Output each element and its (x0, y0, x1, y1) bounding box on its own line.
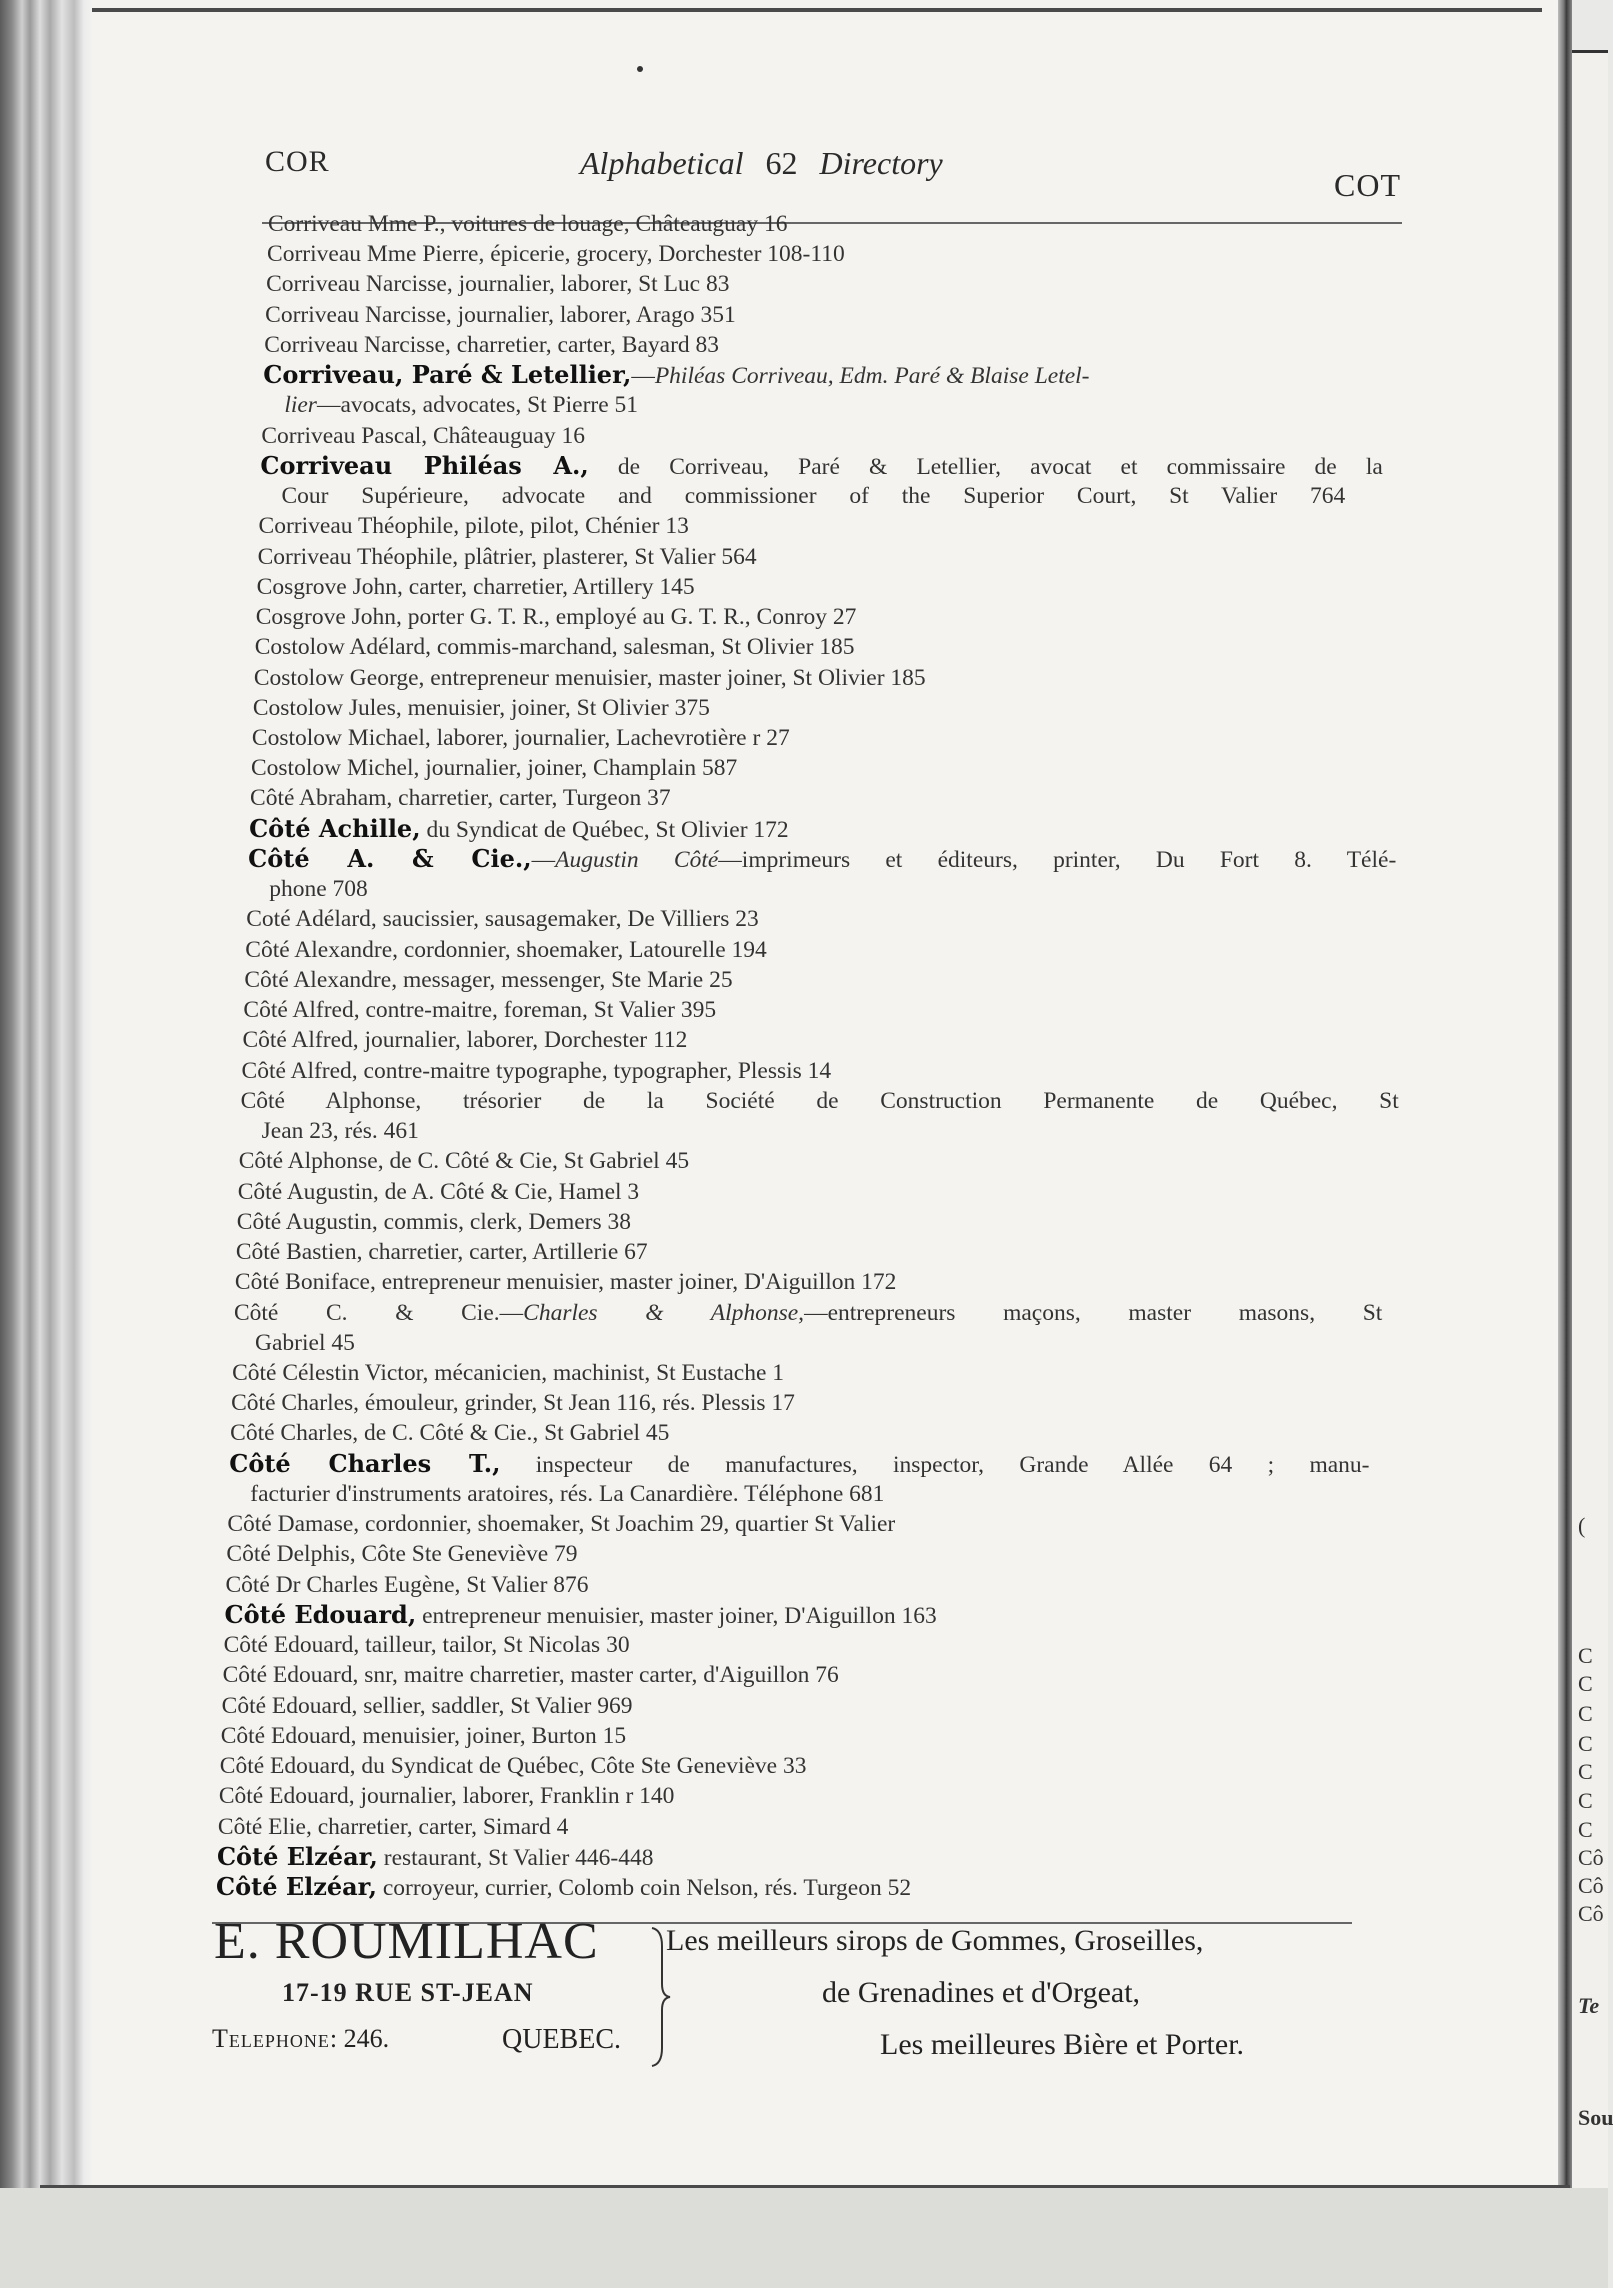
entry-text: —entrepreneurs maçons, master masons, St (804, 1299, 1383, 1326)
directory-entry (229, 1448, 1370, 1478)
ink-dot (637, 66, 643, 72)
entry-text: Corriveau Narcisse, charretier, carter, Bayard 83 (264, 331, 720, 358)
directory-entry (244, 968, 732, 992)
entry-text: Côté Boniface, entrepreneur menuisier, master joiner, D'Aiguillon 172 (234, 1269, 897, 1296)
adjacent-letter: C (1578, 1643, 1593, 1668)
directory-entry (252, 726, 790, 750)
entry-text: Côté Bastien, charretier, carter, Artillerie 67 (235, 1239, 648, 1266)
book-page-edges (0, 0, 92, 2288)
ad-line-2: de Grenadines et d'Orgeat, (822, 1976, 1141, 2009)
directory-entry (232, 1361, 784, 1385)
directory-entry (216, 1872, 912, 1901)
entry-text: Costolow Michael, laborer, journalier, Lachevrotière r 27 (251, 725, 790, 752)
ad-line-3: Les meilleures Bière et Porter. (880, 2028, 1245, 2061)
directory-entry (224, 1633, 630, 1657)
adjacent-letter: Te (1578, 1993, 1600, 2018)
directory-entry (281, 484, 1345, 508)
adjacent-letter: C (1578, 1671, 1593, 1696)
advertiser-city: QUEBEC. (502, 2024, 621, 2055)
adjacent-letter: C (1578, 1817, 1593, 1842)
entry-text: Côté Célestin Victor, mécanicien, machinist, St Eustache 1 (232, 1359, 785, 1386)
entry-text: Coté Adélard, saucissier, sausagemaker, De Villiers 23 (246, 906, 759, 933)
entry-text: Cosgrove John, porter G. T. R., employé au G. T. R., Conroy 27 (255, 604, 857, 631)
adjacent-letter: Cô (1578, 1845, 1604, 1870)
directory-entry (260, 450, 1383, 480)
entry-text: Côté Charles, émouleur, grinder, St Jean 116, rés. Plessis 17 (231, 1390, 795, 1417)
directory-entry (243, 998, 716, 1022)
directory-entry (231, 1391, 795, 1415)
adjacent-letter: C (1578, 1701, 1593, 1726)
adjacent-letter: Sou (1578, 2105, 1613, 2130)
directory-entry (223, 1663, 839, 1687)
directory-entry (250, 1482, 884, 1506)
entry-text: Côté Edouard, journalier, laborer, Franklin r 140 (218, 1783, 675, 1810)
advertiser-name: E. ROUMILHAC (214, 1913, 599, 1970)
page-header (0, 145, 1608, 203)
directory-entry (259, 514, 689, 538)
entry-text: Côté Abraham, charretier, carter, Turgeon 37 (250, 785, 671, 812)
entry-text: de Corriveau, Paré & Letellier, avocat et commissaire de la (588, 453, 1383, 480)
entry-text: Côté C. & Cie.— (233, 1299, 524, 1326)
entry-text: inspecteur de manufactures, inspector, Grande Allée 64 ; manu- (500, 1451, 1370, 1478)
header-title (580, 145, 943, 182)
book-gutter (1558, 0, 1572, 2190)
entry-text: Costolow Adélard, commis-marchand, salesman, St Olivier 185 (254, 634, 855, 661)
adjacent-letter: ( (1578, 1513, 1586, 1538)
header-title-word2: Directory (819, 145, 943, 181)
entry-text: Cosgrove John, carter, charretier, Artillery 145 (256, 573, 695, 600)
adjacent-letter: Cô (1578, 1901, 1604, 1926)
advertiser-address: 17-19 RUE ST-JEAN (282, 1978, 534, 2007)
directory-entry (262, 1119, 419, 1143)
directory-entry (251, 756, 737, 780)
scan-background (0, 2188, 1608, 2288)
entry-text: Côté Alfred, contre-maitre, foreman, St Valier 395 (243, 997, 717, 1024)
ad-line-1: Les meilleurs sirops de Gommes, Groseilles, (666, 1924, 1204, 1957)
directory-entry (220, 1754, 807, 1778)
entry-text: Cour Supérieure, advocate and commissioner of the Superior Court, St Valier 764 (281, 483, 1346, 510)
header-right-guide: COT (1334, 167, 1401, 203)
entry-text: Côté Charles, de C. Côté & Cie., St Gabriel 45 (230, 1420, 670, 1447)
page-top-border (92, 8, 1542, 12)
entry-name-bold: Côté Elzéar, (216, 1841, 378, 1871)
entry-name-bold: Corriveau, Paré & Letellier, (263, 360, 632, 390)
adjacent-letter: C (1578, 1759, 1593, 1784)
adjacent-letter: C (1578, 1731, 1593, 1756)
entry-name-bold: Côté Elzéar, (216, 1872, 377, 1901)
directory-entry (225, 1573, 588, 1597)
entry-text: Côté Dr Charles Eugène, St Valier 876 (225, 1571, 589, 1598)
directory-entry (238, 1180, 639, 1204)
directory-entry (267, 242, 845, 266)
directory-entry (248, 843, 1397, 873)
directory-entry (269, 877, 368, 901)
directory-entry (263, 360, 1090, 390)
adjacent-letter: C (1578, 1788, 1593, 1813)
entry-text: Corriveau Mme Pierre, épicerie, grocery, Dorchester 108-110 (267, 241, 845, 268)
directory-entry (216, 1841, 654, 1871)
phone-number: : 246. (329, 2024, 390, 2053)
entry-text: Côté Alfred, contre-maitre typographe, typographer, Plessis 14 (241, 1057, 832, 1084)
directory-entry (236, 1240, 648, 1264)
directory-entry (255, 1331, 355, 1355)
directory-entry (235, 1270, 896, 1294)
entry-text: Côté Augustin, de A. Côté & Cie, Hamel 3 (237, 1178, 640, 1205)
directory-entry (241, 1089, 1399, 1113)
entry-name-bold: Côté Charles T., (229, 1448, 501, 1478)
entry-text: Côté Alfred, journalier, laborer, Dorchester 112 (242, 1027, 688, 1054)
directory-entry (264, 333, 719, 357)
entry-text: facturier d'instruments aratoires, rés. La Canardière. Téléphone 681 (250, 1480, 885, 1507)
directory-entry (246, 907, 758, 931)
directory-entry (239, 1149, 689, 1173)
entry-italic-names: Charles & Alphonse, (523, 1299, 805, 1326)
advertiser-phone (212, 2024, 389, 2054)
directory-entry (249, 813, 789, 843)
entry-name-bold: Côté Edouard, (224, 1599, 417, 1629)
entry-italic-names: lier (284, 392, 317, 419)
entry-text: Corriveau Narcisse, journalier, laborer, Arago 351 (265, 301, 736, 328)
page-number: 62 (765, 145, 798, 181)
entry-text: Côté Damase, cordonnier, shoemaker, St Joachim 29, quartier St Valier (227, 1511, 896, 1538)
entry-text: entrepreneur menuisier, master joiner, D'Aiguillon 163 (416, 1602, 937, 1629)
adjacent-page (1572, 50, 1613, 2188)
entry-text: Côté Edouard, tailleur, tailor, St Nicolas 30 (223, 1632, 630, 1659)
directory-entry (258, 545, 757, 569)
directory-entry (222, 1694, 633, 1718)
entry-text: Corriveau Théophile, pilote, pilot, Chénier 13 (258, 513, 689, 540)
directory-entry (257, 575, 695, 599)
directory-entry (226, 1542, 577, 1566)
adjacent-letter: Cô (1578, 1873, 1604, 1898)
entry-text: corroyeur, currier, Colomb coin Nelson, rés. Turgeon 52 (376, 1875, 912, 1901)
entry-text: Côté Alphonse, trésorier de la Société de Construction Permanente de Québec, St (240, 1087, 1399, 1114)
directory-entry (221, 1724, 626, 1748)
entry-text: restaurant, St Valier 446-448 (377, 1844, 654, 1871)
directory-entry (266, 272, 729, 296)
entry-text: Côté Elie, charretier, carter, Simard 4 (217, 1813, 569, 1840)
entry-text: Côté Alphonse, de C. Côté & Cie, St Gabriel 45 (238, 1148, 690, 1175)
entry-text: Côté Edouard, du Syndicat de Québec, Côte Ste Geneviève 33 (219, 1753, 807, 1780)
directory-entry (265, 303, 736, 327)
entry-text: Corriveau Narcisse, journalier, laborer, St Luc 83 (266, 271, 730, 298)
directory-entry (237, 1210, 631, 1234)
entry-text: —avocats, advocates, St Pierre 51 (316, 392, 639, 419)
directory-entry (253, 696, 710, 720)
entry-text: Costolow George, entrepreneur menuisier, master joiner, St Olivier 185 (253, 664, 926, 691)
directory-entry (218, 1815, 568, 1839)
entry-italic-names: Augustin Côté (555, 846, 719, 873)
entry-text: Corriveau Mme P., voitures de louage, Châteauguay 16 (268, 211, 788, 237)
entry-name-bold: Côté A. & Cie., (248, 843, 532, 873)
header-left-guide: COR (265, 145, 330, 178)
directory-entry (245, 938, 766, 962)
directory-entry (255, 635, 855, 659)
entry-text: Jean 23, rés. 461 (261, 1118, 419, 1145)
entry-name-bold: Corriveau Philéas A., (260, 450, 589, 480)
entry-text: Corriveau Théophile, plâtrier, plasterer, St Valier 564 (257, 543, 757, 570)
entry-text: du Syndicat de Québec, St Olivier 172 (420, 816, 789, 843)
entry-text: Côté Alexandre, cordonnier, shoemaker, Latourelle 194 (245, 936, 767, 963)
directory-entry (261, 424, 585, 448)
directory-entry (242, 1059, 832, 1083)
directory-entry (250, 786, 671, 810)
entry-text: Corriveau Pascal, Châteauguay 16 (261, 422, 586, 449)
directory-entry (242, 1028, 687, 1052)
directory-entry (256, 605, 857, 629)
entry-italic-names: Philéas Corriveau, Edm. Paré & Blaise Letel- (654, 363, 1090, 390)
phone-label: Telephone (212, 2024, 330, 2053)
directory-entry (230, 1421, 669, 1445)
entry-text: Côté Edouard, snr, maitre charretier, master carter, d'Aiguillon 76 (222, 1662, 839, 1689)
entry-text: — (531, 846, 556, 873)
entry-text: Côté Delphis, Côte Ste Geneviève 79 (226, 1541, 578, 1568)
entry-text: phone 708 (269, 876, 368, 903)
directory-entry (224, 1599, 937, 1629)
entry-text: Gabriel 45 (255, 1329, 355, 1356)
entry-text: —imprimeurs et éditeurs, printer, Du Fort 8. Télé- (718, 846, 1397, 873)
entry-text: Côté Edouard, sellier, saddler, St Valier 969 (221, 1692, 633, 1719)
entry-text: Costolow Michel, journalier, joiner, Champlain 587 (250, 755, 738, 782)
entry-text: Côté Augustin, commis, clerk, Demers 38 (236, 1208, 632, 1235)
entry-text: Costolow Jules, menuisier, joiner, St Olivier 375 (252, 694, 710, 721)
entry-text: — (631, 363, 655, 390)
directory-entry (254, 666, 926, 690)
directory-entry (227, 1512, 895, 1536)
directory-entry (268, 212, 788, 236)
entry-name-bold: Côté Achille, (249, 813, 421, 843)
entry-text: Côté Alexandre, messager, messenger, Ste Marie 25 (244, 966, 733, 993)
header-title-word1: Alphabetical (580, 145, 744, 181)
directory-entry (234, 1301, 1382, 1325)
entry-text: Côté Edouard, menuisier, joiner, Burton 15 (220, 1722, 627, 1749)
directory-entry (219, 1784, 675, 1808)
directory-entry (284, 393, 638, 417)
